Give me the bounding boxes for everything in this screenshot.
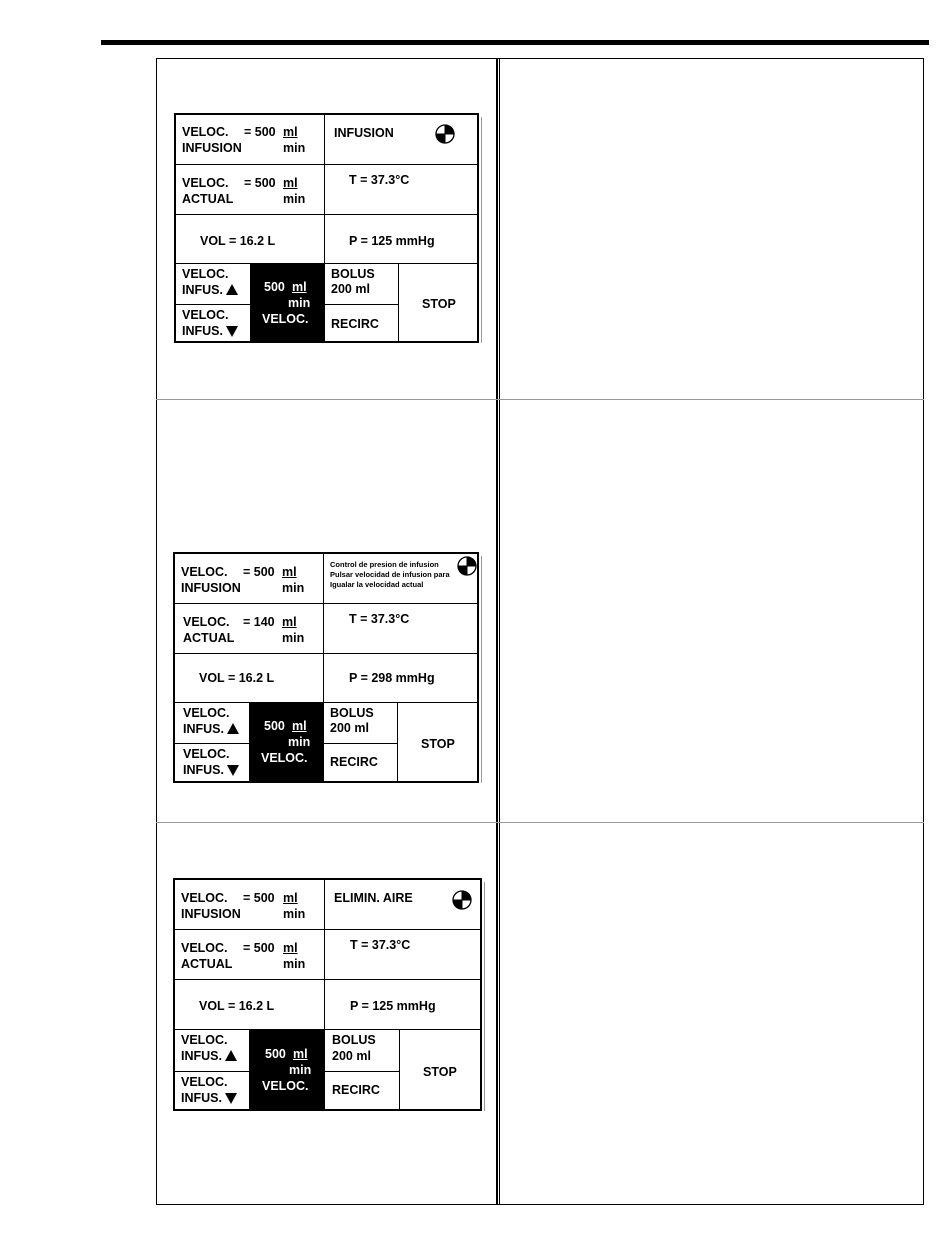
bolus-button[interactable] bbox=[324, 1029, 400, 1071]
rate-down-label: VELOC. bbox=[182, 308, 229, 322]
status-text: ELIMIN. AIRE bbox=[334, 891, 413, 905]
infusion-rate-label: VELOC. bbox=[181, 891, 228, 905]
rate-button-label: VELOC. bbox=[262, 1079, 309, 1093]
rate-up-button[interactable] bbox=[175, 702, 249, 743]
rate-down-label: VELOC. bbox=[183, 747, 230, 761]
stop-button[interactable] bbox=[399, 1029, 480, 1109]
recirc-button[interactable] bbox=[324, 304, 399, 341]
status-line-2: Pulsar velocidad de infusion para bbox=[330, 570, 450, 579]
infusion-rate-label-2: INFUSION bbox=[181, 907, 241, 921]
infusion-rate-label: VELOC. bbox=[181, 565, 228, 579]
triangle-down-icon bbox=[227, 765, 239, 776]
rate-display-button[interactable] bbox=[250, 263, 324, 341]
stop-label: STOP bbox=[423, 1065, 457, 1079]
temperature-text: T = 37.3°C bbox=[350, 938, 411, 952]
status-cell bbox=[324, 115, 477, 164]
actual-rate-label: VELOC. bbox=[183, 615, 230, 629]
bolus-label: BOLUS bbox=[331, 267, 375, 281]
stop-label: STOP bbox=[421, 737, 455, 751]
infusion-rate-unit-top: ml bbox=[283, 125, 298, 139]
rate-value: 500 bbox=[264, 280, 285, 294]
infusion-rate-value: = 500 bbox=[243, 565, 275, 579]
rate-unit-bottom: min bbox=[289, 1063, 312, 1077]
actual-rate-unit-top: ml bbox=[282, 615, 297, 629]
infusion-rate-unit-top: ml bbox=[283, 891, 298, 905]
infusion-rate-cell bbox=[176, 115, 324, 164]
column-divider-inner bbox=[499, 58, 500, 1205]
recirc-label: RECIRC bbox=[330, 755, 378, 769]
rate-down-button[interactable] bbox=[175, 743, 249, 781]
temperature-text: T = 37.3°C bbox=[349, 612, 410, 626]
recirc-label: RECIRC bbox=[332, 1083, 380, 1097]
rate-unit-bottom: min bbox=[288, 735, 311, 749]
actual-rate-value: = 500 bbox=[243, 941, 275, 955]
rate-up-label-2: INFUS. bbox=[181, 1049, 222, 1063]
infusion-rate-label: VELOC. bbox=[182, 125, 229, 139]
status-text: INFUSION bbox=[334, 126, 394, 140]
rate-up-label: VELOC. bbox=[182, 267, 229, 281]
rate-display-button[interactable] bbox=[249, 1029, 324, 1109]
rate-up-label-2: INFUS. bbox=[183, 722, 224, 736]
stop-button[interactable] bbox=[398, 263, 477, 341]
recirc-button[interactable] bbox=[323, 743, 398, 781]
rate-unit-top: ml bbox=[292, 719, 307, 733]
triangle-down-icon bbox=[225, 1093, 237, 1104]
rate-up-button[interactable] bbox=[176, 263, 250, 304]
stop-label: STOP bbox=[422, 297, 456, 311]
status-line-1: Control de presion de infusion bbox=[330, 560, 439, 569]
volume-text: VOL = 16.2 L bbox=[199, 999, 275, 1013]
actual-rate-value: = 140 bbox=[243, 615, 275, 629]
actual-rate-cell bbox=[175, 929, 324, 979]
bolus-amount: 200 ml bbox=[332, 1049, 371, 1063]
bolus-button[interactable] bbox=[324, 263, 399, 304]
circle-quadrant-icon bbox=[457, 556, 477, 576]
pressure-cell bbox=[324, 214, 477, 263]
rate-button-label: VELOC. bbox=[262, 312, 309, 326]
row-divider-1 bbox=[156, 399, 924, 400]
volume-cell bbox=[175, 979, 324, 1029]
actual-rate-value: = 500 bbox=[244, 176, 276, 190]
rate-button-label: VELOC. bbox=[261, 751, 308, 765]
recirc-button[interactable] bbox=[324, 1071, 400, 1109]
circle-quadrant-icon bbox=[435, 124, 455, 144]
infusion-rate-value: = 500 bbox=[244, 125, 276, 139]
volume-text: VOL = 16.2 L bbox=[200, 234, 276, 248]
rate-down-label: VELOC. bbox=[181, 1075, 228, 1089]
pump-screen-3 bbox=[173, 878, 482, 1111]
infusion-rate-label-2: INFUSION bbox=[181, 581, 241, 595]
triangle-up-icon bbox=[225, 1050, 237, 1061]
status-cell bbox=[324, 880, 480, 929]
bolus-amount: 200 ml bbox=[330, 721, 369, 735]
actual-rate-unit-bottom: min bbox=[283, 192, 306, 206]
actual-rate-unit-bottom: min bbox=[283, 957, 306, 971]
bolus-amount: 200 ml bbox=[331, 282, 370, 296]
infusion-rate-unit-bottom: min bbox=[283, 141, 306, 155]
bolus-label: BOLUS bbox=[330, 706, 374, 720]
actual-rate-unit-bottom: min bbox=[282, 631, 305, 645]
rate-up-label: VELOC. bbox=[181, 1033, 228, 1047]
rate-unit-bottom: min bbox=[288, 296, 311, 310]
bolus-button[interactable] bbox=[323, 702, 398, 743]
actual-rate-cell bbox=[175, 603, 323, 653]
rate-unit-top: ml bbox=[293, 1047, 308, 1061]
rate-display-button[interactable] bbox=[249, 702, 323, 781]
temperature-text: T = 37.3°C bbox=[349, 173, 410, 187]
triangle-up-icon bbox=[227, 723, 239, 734]
pressure-text: P = 298 mmHg bbox=[349, 671, 435, 685]
infusion-rate-cell bbox=[175, 554, 323, 603]
pressure-cell bbox=[323, 653, 477, 702]
pressure-text: P = 125 mmHg bbox=[349, 234, 435, 248]
rate-down-label-2: INFUS. bbox=[182, 324, 223, 338]
rate-up-label: VELOC. bbox=[183, 706, 230, 720]
status-cell bbox=[323, 554, 477, 603]
rate-down-label-2: INFUS. bbox=[181, 1091, 222, 1105]
bolus-label: BOLUS bbox=[332, 1033, 376, 1047]
volume-text: VOL = 16.2 L bbox=[199, 671, 275, 685]
actual-rate-label: VELOC. bbox=[181, 941, 228, 955]
rate-unit-top: ml bbox=[292, 280, 307, 294]
rate-up-label-2: INFUS. bbox=[182, 283, 223, 297]
column-divider bbox=[496, 58, 498, 1205]
infusion-rate-value: = 500 bbox=[243, 891, 275, 905]
pressure-cell bbox=[324, 979, 480, 1029]
rate-down-button[interactable] bbox=[176, 304, 250, 341]
actual-rate-cell bbox=[176, 164, 324, 214]
volume-cell bbox=[175, 653, 323, 702]
rate-down-button[interactable] bbox=[175, 1071, 249, 1109]
actual-rate-unit-top: ml bbox=[283, 176, 298, 190]
actual-rate-label-2: ACTUAL bbox=[183, 631, 235, 645]
rate-value: 500 bbox=[264, 719, 285, 733]
temperature-cell bbox=[324, 164, 477, 214]
actual-rate-label-2: ACTUAL bbox=[182, 192, 234, 206]
actual-rate-label-2: ACTUAL bbox=[181, 957, 233, 971]
triangle-up-icon bbox=[226, 284, 238, 295]
infusion-rate-unit-bottom: min bbox=[283, 907, 306, 921]
pump-screen-2 bbox=[173, 552, 479, 783]
stop-button[interactable] bbox=[397, 702, 477, 781]
rate-up-button[interactable] bbox=[175, 1029, 249, 1071]
infusion-rate-unit-top: ml bbox=[282, 565, 297, 579]
rate-down-label-2: INFUS. bbox=[183, 763, 224, 777]
infusion-rate-cell bbox=[175, 880, 324, 929]
infusion-rate-label-2: INFUSION bbox=[182, 141, 242, 155]
pressure-text: P = 125 mmHg bbox=[350, 999, 436, 1013]
infusion-rate-unit-bottom: min bbox=[282, 581, 305, 595]
triangle-down-icon bbox=[226, 326, 238, 337]
circle-quadrant-icon bbox=[452, 890, 472, 910]
status-line-3: Igualar la velocidad actual bbox=[330, 580, 424, 589]
actual-rate-unit-top: ml bbox=[283, 941, 298, 955]
volume-cell bbox=[176, 214, 324, 263]
recirc-label: RECIRC bbox=[331, 317, 379, 331]
temperature-cell bbox=[324, 929, 480, 979]
header-rule bbox=[101, 40, 929, 45]
pump-screen-1 bbox=[174, 113, 479, 343]
actual-rate-label: VELOC. bbox=[182, 176, 229, 190]
row-divider-2 bbox=[156, 822, 924, 823]
temperature-cell bbox=[323, 603, 477, 653]
rate-value: 500 bbox=[265, 1047, 286, 1061]
